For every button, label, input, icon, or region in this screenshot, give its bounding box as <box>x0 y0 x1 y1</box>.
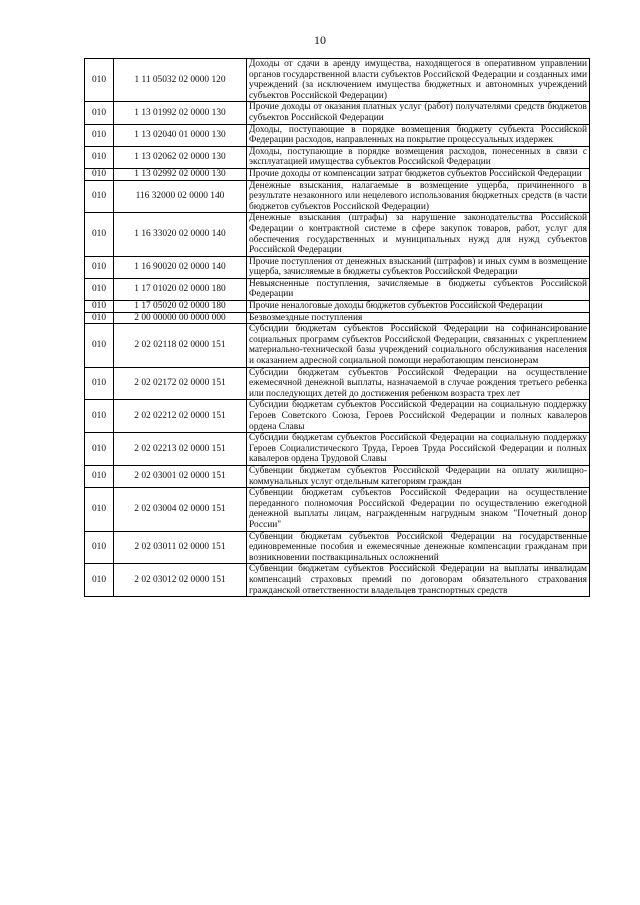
classification-code-cell: 116 32000 02 0000 140 <box>114 180 247 213</box>
classification-code-cell: 2 02 02118 02 0000 151 <box>114 324 247 367</box>
revenue-name-cell: Денежные взыскания (штрафы) за нарушение законодательства Российской Федерации о контрактной системе в сфере закупок товаров, работ, услуг для обеспечения государственных и муниципальных нужд для нужд субъектов Российской Федерации <box>247 213 590 256</box>
admin-code-cell: 010 <box>85 59 114 102</box>
table-row <box>85 324 590 367</box>
revenue-name-cell: Невыясненные поступления, зачисляемые в бюджеты субъектов Российской Федерации <box>247 278 590 300</box>
admin-code-cell: 010 <box>85 146 114 168</box>
revenue-name-cell: Субвенции бюджетам субъектов Российской Федерации на осуществление переданного полномочия Российской Федерации по осуществлению ежегодной денежной выплаты лицам, награжденным нагрудным знаком "Почетный донор России" <box>247 488 590 531</box>
classification-code-cell: 2 00 00000 00 0000 000 <box>114 312 247 324</box>
revenue-name-cell: Денежные взыскания, налагаемые в возмещение ущерба, причиненного в результате незаконного или нецелевого использования бюджетных средств (в части бюджетов субъектов Российской Федерации) <box>247 180 590 213</box>
admin-code-cell: 010 <box>85 213 114 256</box>
revenue-name-cell: Прочие неналоговые доходы бюджетов субъектов Российской Федерации <box>247 301 590 313</box>
revenue-name-cell: Прочие доходы от оказания платных услуг (работ) получателями средств бюджетов субъектов Российской Федерации <box>247 102 590 124</box>
classification-code-cell: 1 16 90020 02 0000 140 <box>114 256 247 278</box>
admin-code-cell: 010 <box>85 564 114 597</box>
admin-code-cell: 010 <box>85 301 114 313</box>
table-row <box>85 433 590 466</box>
table-row <box>85 531 590 564</box>
revenue-name-cell: Прочие доходы от компенсации затрат бюджетов субъектов Российской Федерации <box>247 168 590 180</box>
revenue-name-cell: Доходы от сдачи в аренду имущества, находящегося в оперативном управлении органов государственной власти субъектов Российской Федерации и созданных ими учреждений (за исключением имущества бюджетных и автономных учреждений субъектов Российской Федерации) <box>247 59 590 102</box>
revenue-name-cell: Субвенции бюджетам субъектов Российской Федерации на оплату жилищно-коммунальных услуг отдельным категориям граждан <box>247 465 590 487</box>
admin-code-cell: 010 <box>85 531 114 564</box>
admin-code-cell: 010 <box>85 102 114 124</box>
table-row <box>85 168 590 180</box>
admin-code-cell: 010 <box>85 324 114 367</box>
table-row <box>85 488 590 531</box>
revenue-name-cell: Субсидии бюджетам субъектов Российской Федерации на социальную поддержку Героев Советского Союза, Героев Российской Федерации и полных кавалеров ордена Славы <box>247 400 590 433</box>
revenue-name-cell: Субсидии бюджетам субъектов Российской Федерации на софинансирование социальных программ субъектов Российской Федерации, связанных с укреплением материально-технической базы учреждений социального обслуживания населения и оказанием адресной социальной помощи неработающим пенсионерам <box>247 324 590 367</box>
table-row <box>85 564 590 597</box>
revenue-name-cell: Субвенции бюджетам субъектов Российской Федерации на государственные единовременные пособия и ежемесячные денежные компенсации гражданам при возникновении поствакцинальных осложнений <box>247 531 590 564</box>
revenue-name-cell: Доходы, поступающие в порядке возмещения расходов, понесенных в связи с эксплуатацией имущества субъектов Российской Федерации <box>247 146 590 168</box>
classification-code-cell: 1 13 02992 02 0000 130 <box>114 168 247 180</box>
admin-code-cell: 010 <box>85 433 114 466</box>
classification-code-cell: 2 02 03001 02 0000 151 <box>114 465 247 487</box>
classification-code-cell: 1 17 01020 02 0000 180 <box>114 278 247 300</box>
table-row <box>85 146 590 168</box>
table-row <box>85 465 590 487</box>
classification-code-cell: 2 02 02172 02 0000 151 <box>114 367 247 400</box>
admin-code-cell: 010 <box>85 488 114 531</box>
classification-code-cell: 1 13 01992 02 0000 130 <box>114 102 247 124</box>
admin-code-cell: 010 <box>85 124 114 146</box>
classification-code-cell: 1 13 02040 01 0000 130 <box>114 124 247 146</box>
revenue-name-cell: Доходы, поступающие в порядке возмещения бюджету субъекта Российской Федерации расходов, направленных на покрытие процессуальных издержек <box>247 124 590 146</box>
table-row <box>85 256 590 278</box>
table-row <box>85 367 590 400</box>
classification-code-cell: 2 02 02213 02 0000 151 <box>114 433 247 466</box>
revenue-name-cell: Субсидии бюджетам субъектов Российской Федерации на осуществление ежемесячной денежной выплаты, назначаемой в случае рождения третьего ребенка или последующих детей до достижения ребенком возраста трех лет <box>247 367 590 400</box>
admin-code-cell: 010 <box>85 180 114 213</box>
revenue-name-cell: Прочие поступления от денежных взысканий (штрафов) и иных сумм в возмещение ущерба, зачисляемые в бюджеты субъектов Российской Федерации <box>247 256 590 278</box>
classification-code-cell: 2 02 02212 02 0000 151 <box>114 400 247 433</box>
classification-code-cell: 2 02 03011 02 0000 151 <box>114 531 247 564</box>
admin-code-cell: 010 <box>85 367 114 400</box>
revenue-name-cell: Субсидии бюджетам субъектов Российской Федерации на социальную поддержку Героев Социалистического Труда, Героев Труда Российской Федерации и полных кавалеров ордена Трудовой Славы <box>247 433 590 466</box>
admin-code-cell: 010 <box>85 465 114 487</box>
table-row <box>85 180 590 213</box>
table-row <box>85 301 590 313</box>
revenue-name-cell: Субвенции бюджетам субъектов Российской Федерации на выплаты инвалидам компенсаций страховых премий по договорам обязательного страхования гражданской ответственности владельцев транспортных средств <box>247 564 590 597</box>
admin-code-cell: 010 <box>85 168 114 180</box>
table-row <box>85 124 590 146</box>
table-row <box>85 312 590 324</box>
admin-code-cell: 010 <box>85 278 114 300</box>
admin-code-cell: 010 <box>85 312 114 324</box>
admin-code-cell: 010 <box>85 400 114 433</box>
classification-code-cell: 2 02 03004 02 0000 151 <box>114 488 247 531</box>
table-body <box>85 59 590 597</box>
classification-code-cell: 1 11 05032 02 0000 120 <box>114 59 247 102</box>
table-row <box>85 400 590 433</box>
classification-code-cell: 1 16 33020 02 0000 140 <box>114 213 247 256</box>
admin-code-cell: 010 <box>85 256 114 278</box>
table-row <box>85 278 590 300</box>
revenue-classification-table <box>84 58 590 597</box>
classification-code-cell: 1 13 02062 02 0000 130 <box>114 146 247 168</box>
table-row <box>85 59 590 102</box>
table-row <box>85 213 590 256</box>
classification-code-cell: 1 17 05020 02 0000 180 <box>114 301 247 313</box>
classification-code-cell: 2 02 03012 02 0000 151 <box>114 564 247 597</box>
table-row <box>85 102 590 124</box>
revenue-name-cell: Безвозмездные поступления <box>247 312 590 324</box>
page-number: 10 <box>314 33 326 47</box>
